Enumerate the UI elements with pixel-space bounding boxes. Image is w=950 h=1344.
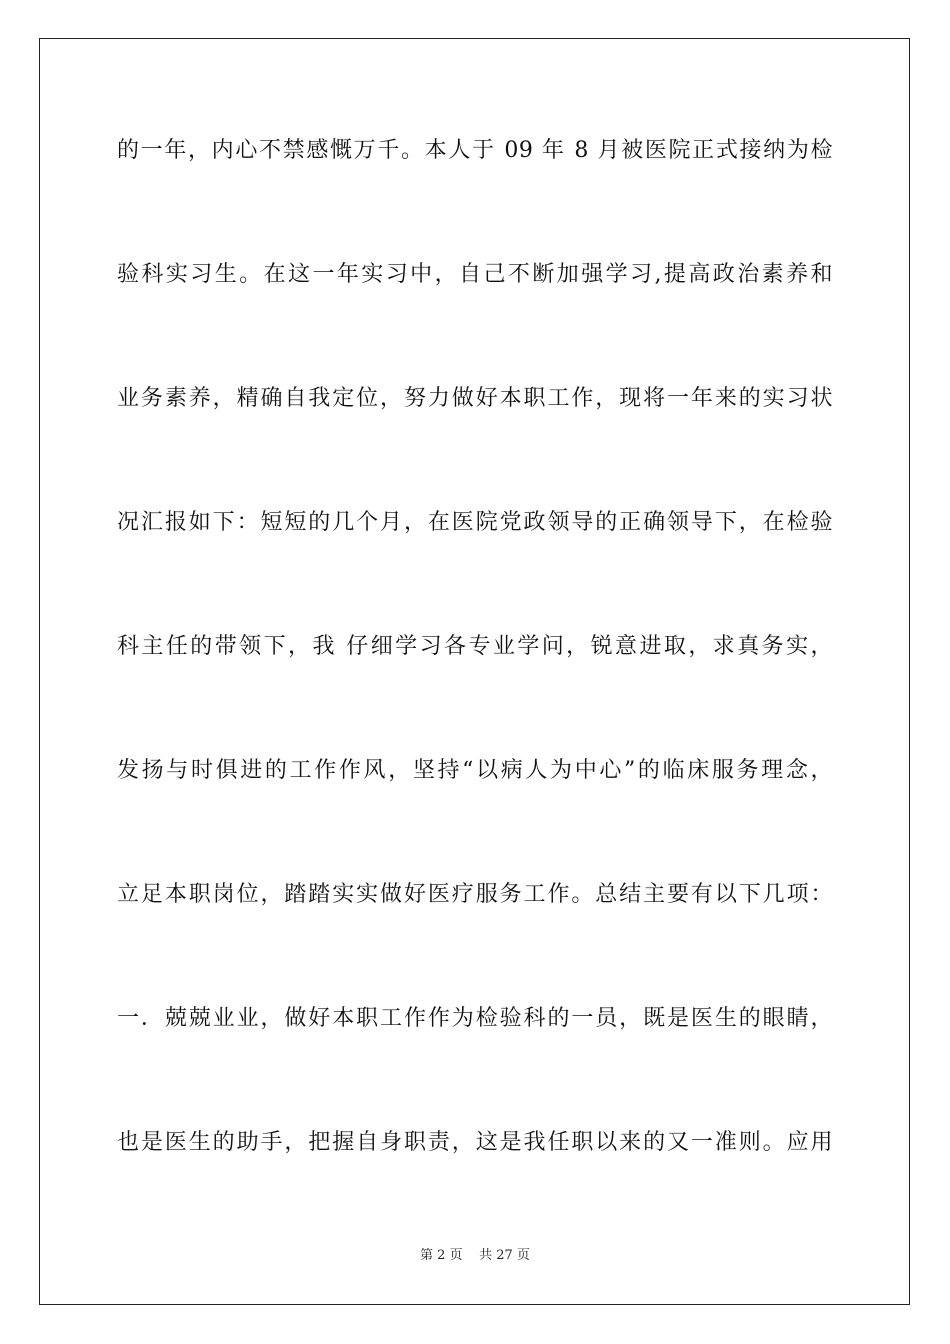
text-line: 立足本职岗位，踏踏实实做好医疗服务工作。总结主要有以下几项： [117,882,833,907]
total-pages: 共 27 页 [479,1248,530,1263]
text-line: 业务素养，精确自我定位，努力做好本职工作，现将一年来的实习状 [117,386,833,411]
text-line: 科主任的带领下，我 仔细学习各专业学问，锐意进取，求真务实， [117,634,833,659]
text-line: 一．兢兢业业，做好本职工作作为检验科的一员，既是医生的眼睛， [117,1006,833,1031]
text-line: 验科实习生。在这一年实习中，自己不断加强学习,提高政治素养和 [117,262,833,287]
page-number: 第 2 页 [420,1248,463,1263]
text-line: 的一年，内心不禁感慨万千。本人于 09 年 8 月被医院正式接纳为检 [117,138,833,163]
text-line: 发扬与时俱进的工作作风，坚持“以病人为中心”的临床服务理念， [117,758,833,783]
page-frame [39,38,910,1305]
text-line: 也是医生的助手，把握自身职责，这是我任职以来的又一准则。应用 [117,1130,833,1155]
text-line: 况汇报如下：短短的几个月，在医院党政领导的正确领导下，在检验 [117,510,833,535]
page-footer [0,1247,950,1265]
